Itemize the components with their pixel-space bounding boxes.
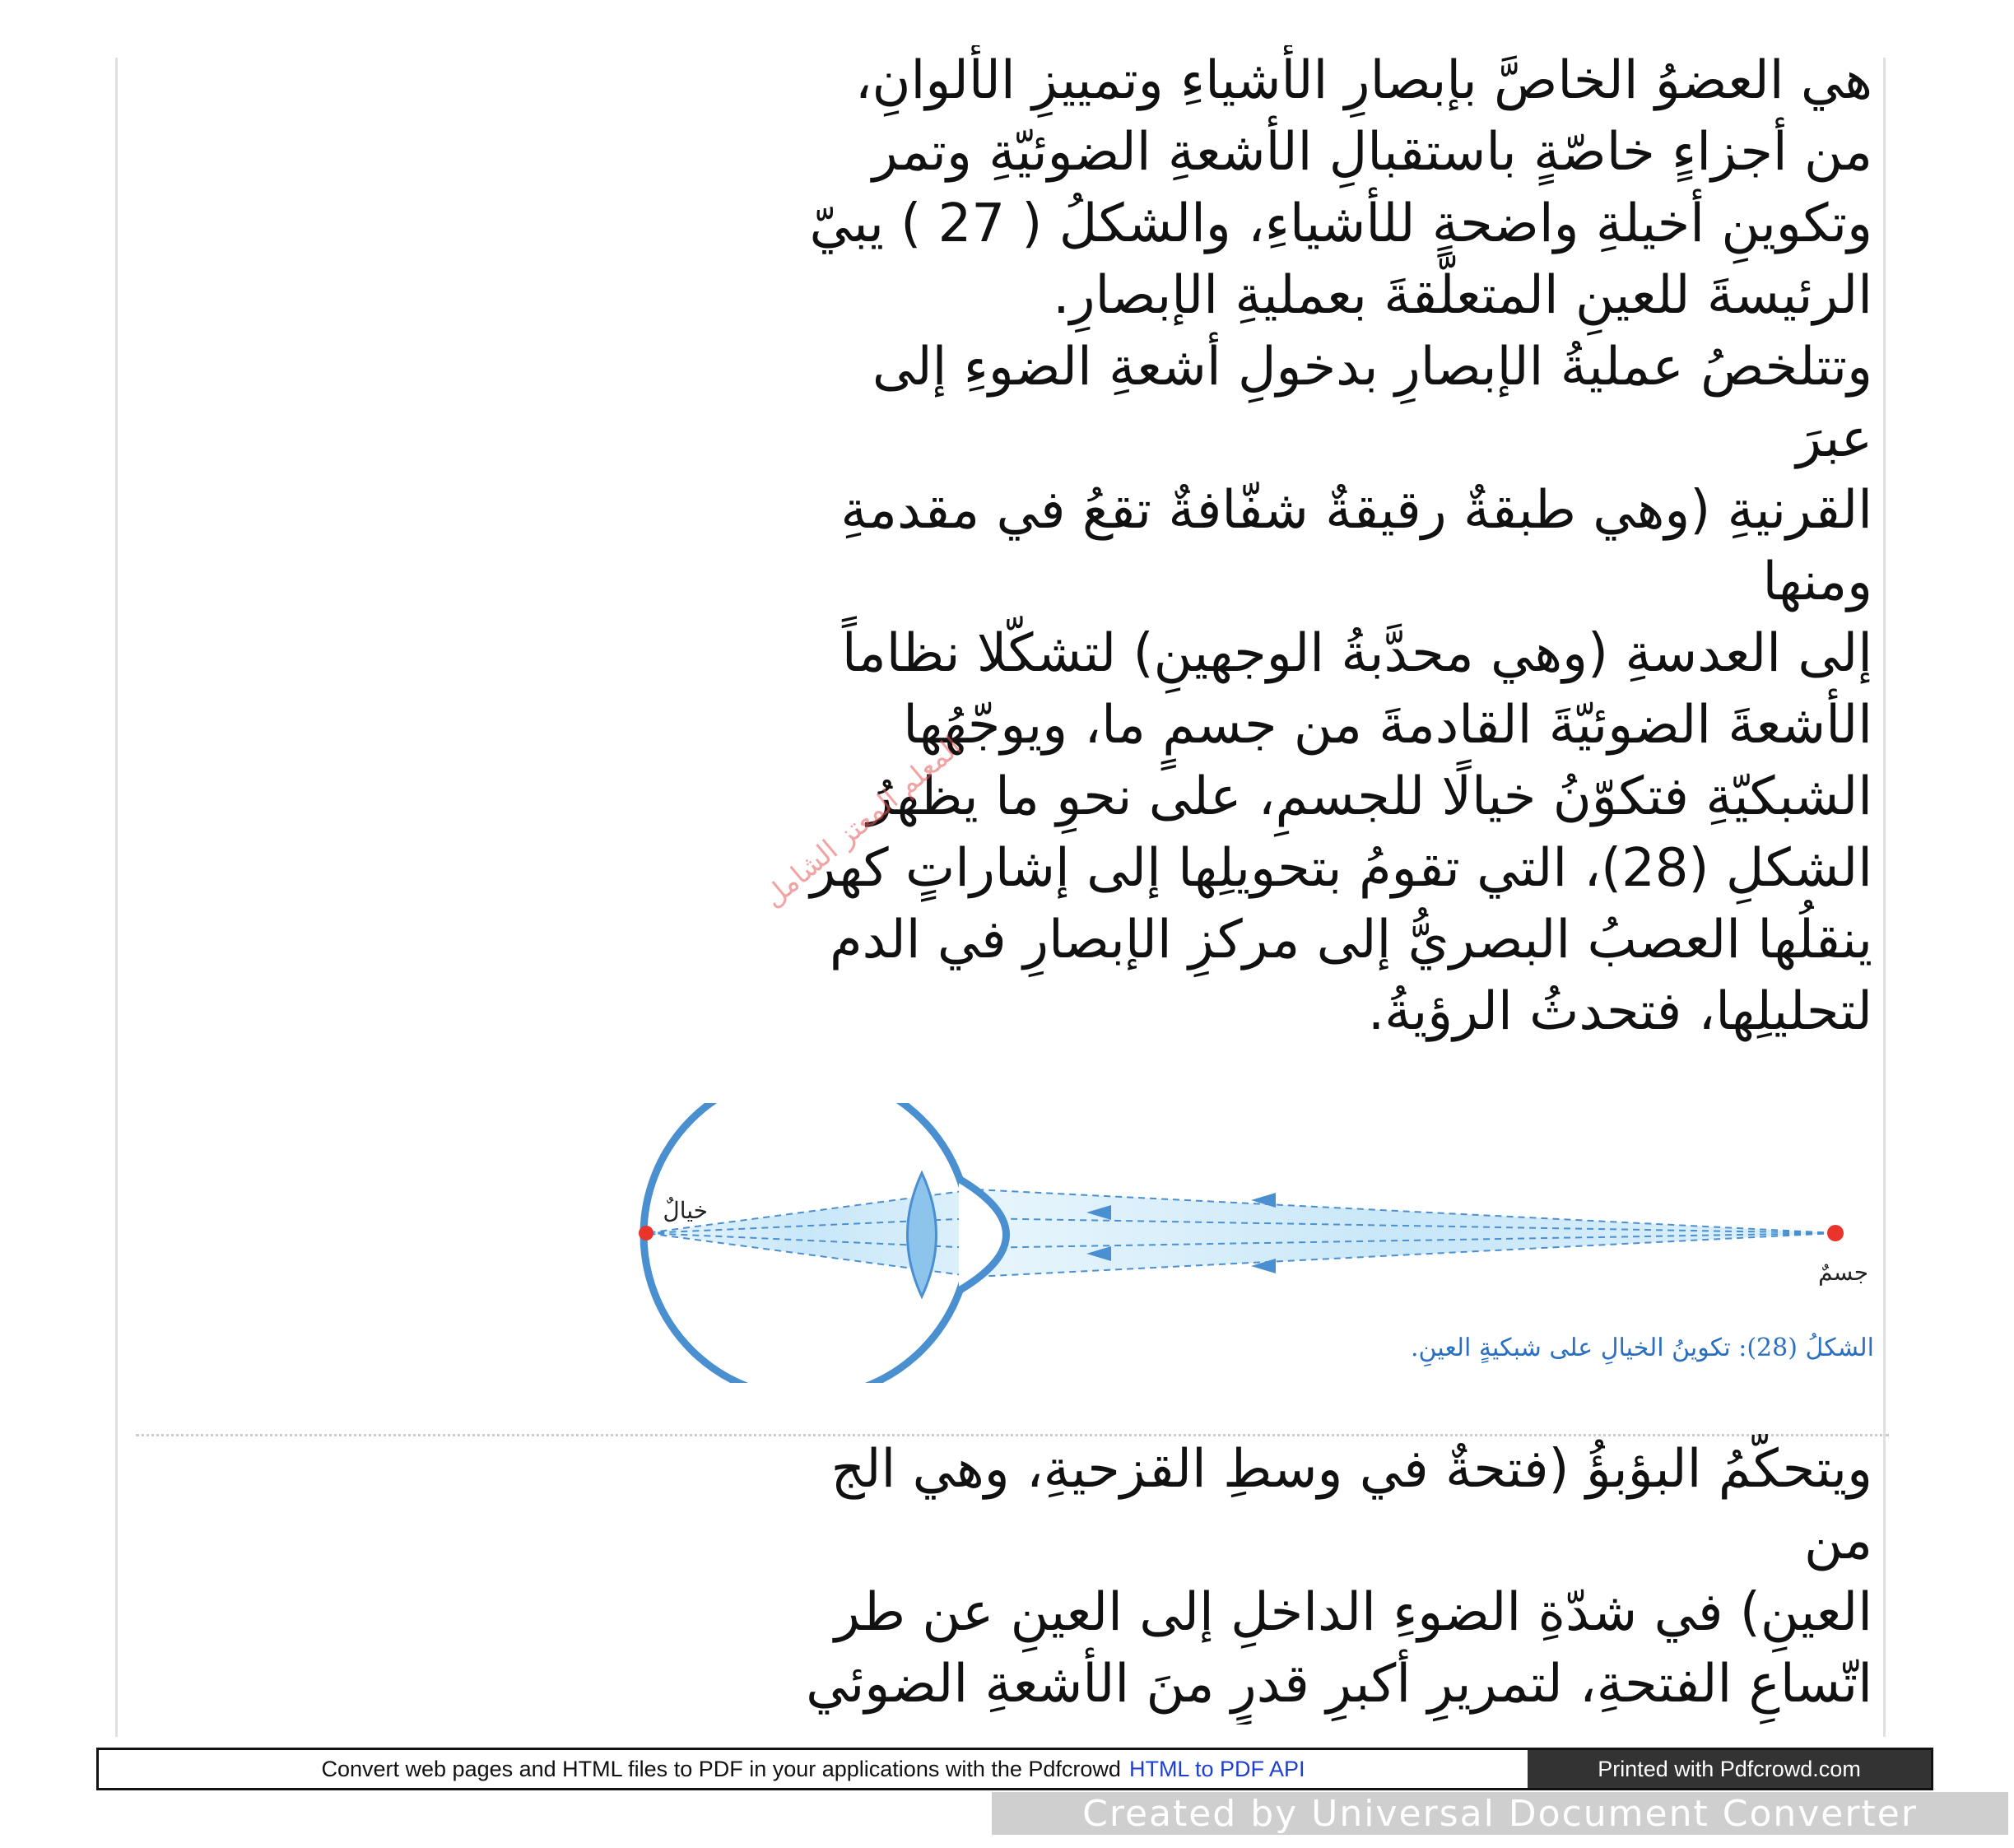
page-left-border: [115, 58, 118, 1737]
watermark-stamp: المعلم المعتز الشامل: [757, 729, 969, 915]
text-line: إلى العدسةِ (وهي محدَّبةُ الوجهينِ) لتشكّلا نظاماً: [841, 623, 1872, 684]
body-text-block-2: [136, 1434, 1872, 1725]
text-line: الرئيسةَ للعينِ المتعلّقةَ بعمليةِ الإبصارِ.: [1053, 265, 1872, 326]
text-line: لتحليلِها، فتحدثُ الرؤيةُ.: [1367, 981, 1872, 1042]
image-label: خيالٌ: [663, 1197, 708, 1224]
printed-with-pdfcrowd-link[interactable]: Printed with Pdfcrowd.com: [1528, 1750, 1931, 1788]
text-line: من: [1804, 1511, 1872, 1571]
text-line: ينقلُها العصبُ البصريُّ إلى مركزِ الإبصارِ في الدم: [829, 910, 1872, 971]
text-line: وتتلخصُ عمليةُ الإبصارِ بدخولِ أشعةِ الضوءِ إلى: [872, 337, 1872, 398]
incoming-light-beam: [975, 1189, 1835, 1277]
body-text-block: [136, 45, 1872, 1048]
object-point: [1827, 1225, 1844, 1241]
text-line: العينِ) في شدّةِ الضوءِ الداخلِ إلى العينِ عن طر: [834, 1582, 1872, 1643]
converter-watermark: Created by Universal Document Converter: [992, 1792, 2008, 1835]
text-line: الأشعةَ الضوئيّةَ القادمةَ من جسمٍ ما، ويوجّهُها: [903, 695, 1872, 756]
text-line: وتكوينِ أخيلةِ واضحةٍ للأشياءِ، والشكلُ ( 27 ) يبيّ: [809, 193, 1872, 254]
text-line: عبرَ: [1796, 408, 1872, 469]
banner-message: [99, 1750, 1528, 1788]
lens: [908, 1173, 937, 1296]
image-point: [639, 1226, 654, 1241]
text-line: الشكلِ (28)، التي تقومُ بتحويلِها إلى إشاراتٍ كهر: [810, 838, 1872, 899]
figure-caption: الشكلُ (28): تكوينُ الخيالِ على شبكيةٍ العينِ.: [1411, 1334, 1874, 1362]
page-right-border: [1883, 58, 1886, 1737]
object-label: جسمٌ: [1818, 1259, 1868, 1286]
text-line: القرنيةِ (وهي طبقةٌ رقيقةٌ شفّافةٌ تقعُ في مقدمةِ: [840, 480, 1872, 541]
text-line: هي العضوُ الخاصَّ بإبصارِ الأشياءِ وتمييزِ الألوانِ،: [854, 50, 1872, 111]
pdfcrowd-banner: [96, 1748, 1933, 1790]
banner-text: Convert web pages and HTML files to PDF in your applications with the Pdfcrowd: [321, 1756, 1121, 1781]
text-line: من أجزاءٍ خاصّةٍ باستقبالِ الأشعةِ الضوئيّةِ وتمر: [872, 122, 1872, 183]
text-line: اتّساعِ الفتحةِ، لتمريرِ أكبرِ قدرٍ منَ الأشعةِ الضوئي: [806, 1654, 1872, 1715]
text-line: ومنها: [1762, 552, 1872, 612]
text-line: الشبكيّةِ فتكوّنُ خيالًا للجسمِ، على نحوِ ما يظهرُ: [867, 766, 1872, 827]
text-line: ويتحكّمُ البؤبؤُ (فتحةٌ في وسطِ القزحيةِ، وهي الج: [830, 1439, 1872, 1500]
html-to-pdf-api-link[interactable]: HTML to PDF API: [1128, 1756, 1305, 1781]
